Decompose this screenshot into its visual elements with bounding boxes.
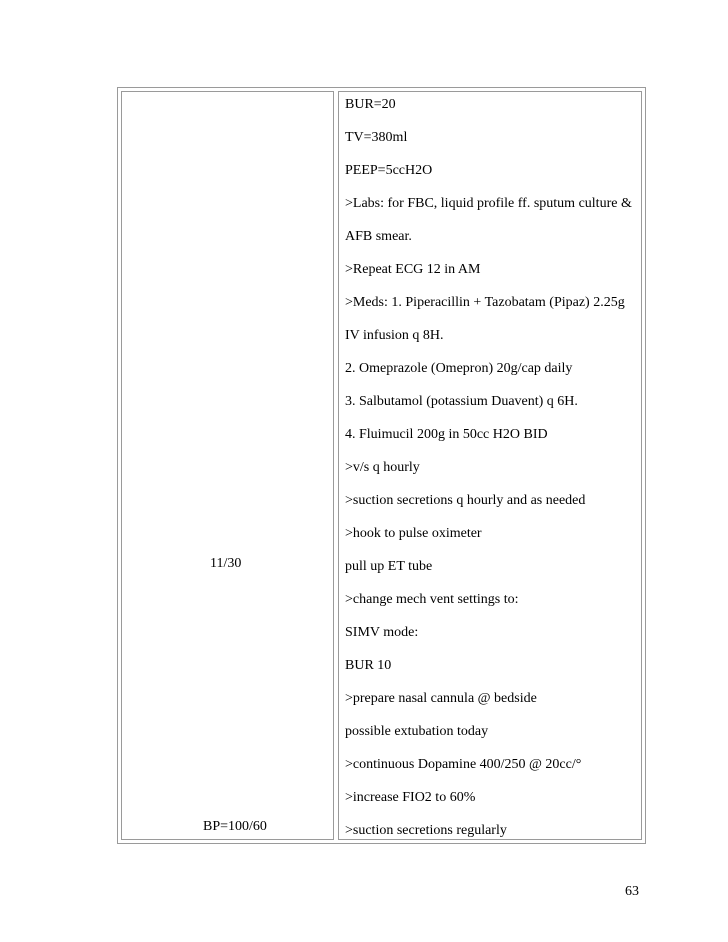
order-line: >Labs: for FBC, liquid profile ff. sputum culture & [345, 196, 632, 211]
order-line: AFB smear. [345, 229, 412, 244]
order-line: >continuous Dopamine 400/250 @ 20cc/° [345, 757, 582, 772]
order-line: SIMV mode: [345, 625, 419, 640]
order-line: 4. Fluimucil 200g in 50cc H2O BID [345, 427, 548, 442]
page-number: 63 [625, 884, 639, 899]
order-line: 3. Salbutamol (potassium Duavent) q 6H. [345, 394, 578, 409]
order-line: >Meds: 1. Piperacillin + Tazobatam (Pipaz) 2.25g [345, 295, 625, 310]
order-line: >increase FIO2 to 60% [345, 790, 476, 805]
order-line: >Repeat ECG 12 in AM [345, 262, 481, 277]
order-line: >prepare nasal cannula @ bedside [345, 691, 537, 706]
order-line: pull up ET tube [345, 559, 433, 574]
blood-pressure: BP=100/60 [203, 819, 267, 834]
order-line: >v/s q hourly [345, 460, 420, 475]
order-line: BUR=20 [345, 97, 396, 112]
date-vitals-cell [121, 91, 334, 840]
order-line: >suction secretions regularly [345, 823, 507, 838]
order-line: TV=380ml [345, 130, 408, 145]
order-line: 2. Omeprazole (Omepron) 20g/cap daily [345, 361, 573, 376]
order-line: PEEP=5ccH2O [345, 163, 433, 178]
order-line: possible extubation today [345, 724, 489, 739]
order-line: >change mech vent settings to: [345, 592, 519, 607]
order-date: 11/30 [210, 556, 242, 571]
order-line: >hook to pulse oximeter [345, 526, 482, 541]
order-line: BUR 10 [345, 658, 392, 673]
order-line: >suction secretions q hourly and as needed [345, 493, 586, 508]
order-line: IV infusion q 8H. [345, 328, 444, 343]
